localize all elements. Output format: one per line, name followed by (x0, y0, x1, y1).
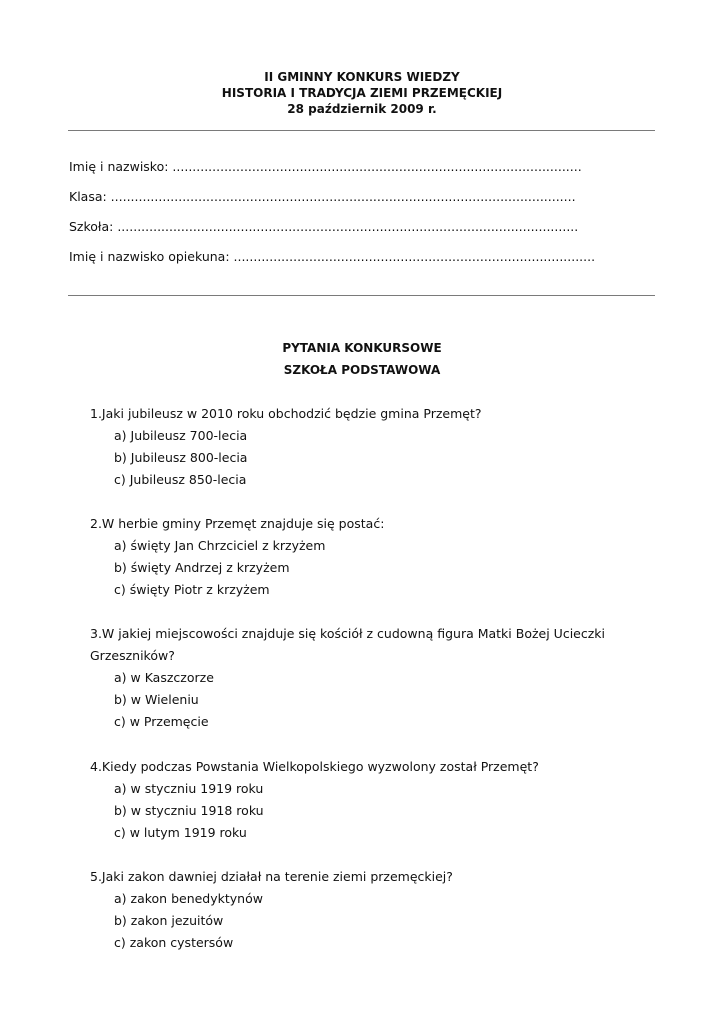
answer-option: c) Jubileusz 850-lecia (114, 472, 247, 487)
guardian-field: Imię i nazwisko opiekuna: ........................................................................................... (69, 249, 596, 264)
class-field: Klasa: ..................................................................................................................... (69, 189, 576, 204)
answer-option: c) w Przemęcie (114, 714, 209, 729)
answer-option: a) Jubileusz 700-lecia (114, 428, 248, 443)
section-title: PYTANIA KONKURSOWE (282, 341, 442, 355)
section-subtitle: SZKOŁA PODSTAWOWA (283, 363, 441, 377)
answer-option: b) w styczniu 1918 roku (114, 803, 264, 818)
answer-option: c) zakon cystersów (114, 935, 234, 950)
answer-option: b) święty Andrzej z krzyżem (114, 560, 290, 575)
header-line-topic: HISTORIA I TRADYCJA ZIEMI PRZEMĘCKIEJ (221, 86, 503, 100)
divider-bottom (68, 295, 655, 296)
question-text-line-1: 3.W jakiej miejscowości znajduje się kościół z cudowną figura Matki Bożej Ucieczki (90, 626, 605, 641)
question-text: 1.Jaki jubileusz w 2010 roku obchodzić będzie gmina Przemęt? (90, 406, 482, 421)
header-line-date: 28 październik 2009 r. (287, 102, 437, 116)
document-header (0, 69, 724, 117)
school-field: Szkoła: .................................................................................................................... (69, 219, 579, 234)
divider-top (68, 130, 655, 131)
answer-option: a) zakon benedyktynów (114, 891, 263, 906)
question-2 (90, 513, 650, 601)
answer-option: c) w lutym 1919 roku (114, 825, 247, 840)
answer-option: c) święty Piotr z krzyżem (114, 582, 270, 597)
question-5 (90, 866, 650, 954)
question-4 (90, 756, 650, 844)
answer-option: b) zakon jezuitów (114, 913, 224, 928)
question-text: 4.Kiedy podczas Powstania Wielkopolskiego wyzwolony został Przemęt? (90, 759, 539, 774)
name-field: Imię i nazwisko: ....................................................................................................... (69, 159, 582, 174)
question-text: 5.Jaki zakon dawniej działał na terenie ziemi przemęckiej? (90, 869, 453, 884)
question-1 (90, 403, 650, 491)
question-text-line-2: Grzeszników? (90, 648, 175, 663)
answer-option: a) w Kaszczorze (114, 670, 214, 685)
header-line-contest: II GMINNY KONKURS WIEDZY (264, 70, 460, 84)
question-3 (90, 623, 650, 733)
answer-option: a) święty Jan Chrzciciel z krzyżem (114, 538, 326, 553)
question-text: 2.W herbie gminy Przemęt znajduje się postać: (90, 516, 385, 531)
answer-option: b) Jubileusz 800-lecia (114, 450, 248, 465)
answer-option: b) w Wieleniu (114, 692, 199, 707)
answer-option: a) w styczniu 1919 roku (114, 781, 264, 796)
